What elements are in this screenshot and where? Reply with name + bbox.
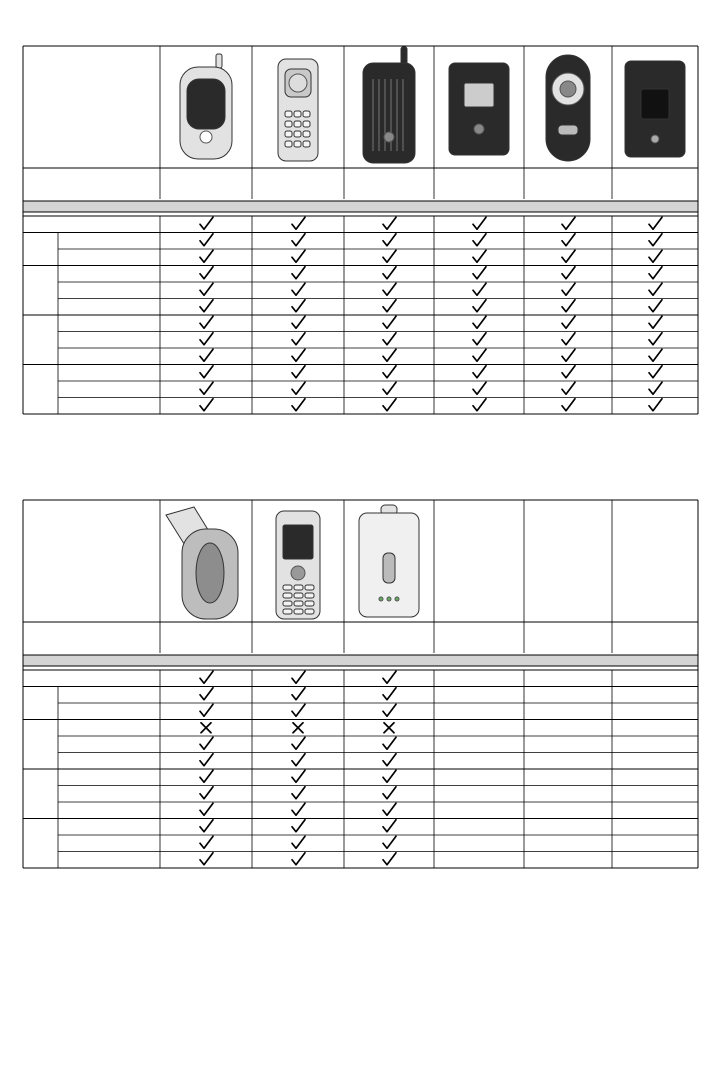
check-icon: [383, 836, 396, 848]
check-icon: [200, 704, 213, 716]
check-icon: [383, 333, 396, 345]
check-icon: [383, 316, 396, 328]
check-icon: [383, 234, 396, 246]
check-icon: [383, 283, 396, 295]
check-icon: [292, 399, 305, 411]
table-row: [58, 736, 698, 753]
check-icon: [292, 366, 305, 378]
check-icon: [473, 300, 486, 312]
check-icon: [562, 283, 575, 295]
check-icon: [292, 688, 305, 700]
check-icon: [200, 267, 213, 279]
check-icon: [473, 283, 486, 295]
check-icon: [200, 316, 213, 328]
check-icon: [200, 217, 213, 229]
table-row: [58, 282, 698, 299]
check-icon: [200, 688, 213, 700]
check-icon: [383, 803, 396, 815]
check-icon: [200, 820, 213, 832]
phone-images-row: [180, 47, 685, 163]
check-icon: [200, 399, 213, 411]
table-row: [58, 381, 698, 398]
check-icon: [200, 349, 213, 361]
check-icon: [292, 787, 305, 799]
table-row: [23, 852, 698, 869]
check-icon: [292, 267, 305, 279]
check-icon: [292, 333, 305, 345]
table-row: [58, 687, 698, 704]
check-icon: [562, 234, 575, 246]
table-row: [23, 398, 698, 415]
table-row: [23, 249, 698, 266]
check-icon: [649, 333, 662, 345]
cross-icon: [293, 723, 303, 733]
phone-candybar-silver-icon: [278, 59, 318, 161]
check-icon: [562, 399, 575, 411]
check-icon: [200, 737, 213, 749]
check-icon: [200, 234, 213, 246]
check-icon: [383, 217, 396, 229]
check-icon: [383, 688, 396, 700]
table-row: [58, 233, 698, 250]
table-row: [23, 670, 698, 687]
table-2: [23, 500, 698, 868]
check-icon: [292, 283, 305, 295]
check-icon: [383, 787, 396, 799]
phone-flip-white-icon: [359, 505, 419, 617]
check-icon: [200, 250, 213, 262]
check-icon: [200, 836, 213, 848]
check-icon: [200, 770, 213, 782]
check-icon: [383, 820, 396, 832]
phone-flip-black-icon: [625, 61, 685, 157]
section-band: [23, 201, 698, 212]
table-row: [58, 720, 698, 737]
check-icon: [292, 770, 305, 782]
check-icon: [383, 737, 396, 749]
table-row: [58, 365, 698, 382]
table-row: [23, 753, 698, 770]
check-icon: [292, 316, 305, 328]
check-icon: [383, 754, 396, 766]
check-icon: [292, 382, 305, 394]
table-row: [23, 216, 698, 233]
check-icon: [562, 333, 575, 345]
check-icon: [383, 349, 396, 361]
check-icon: [473, 250, 486, 262]
table-1: [23, 46, 698, 414]
check-icon: [292, 704, 305, 716]
check-icon: [649, 234, 662, 246]
check-icon: [649, 283, 662, 295]
check-icon: [649, 366, 662, 378]
check-icon: [562, 349, 575, 361]
table-row: [23, 299, 698, 316]
check-icon: [200, 300, 213, 312]
check-icon: [473, 217, 486, 229]
check-icon: [383, 300, 396, 312]
check-icon: [383, 671, 396, 683]
check-icon: [562, 382, 575, 394]
check-icon: [200, 382, 213, 394]
check-icon: [473, 234, 486, 246]
check-icon: [562, 217, 575, 229]
table-row: [23, 703, 698, 720]
check-icon: [562, 366, 575, 378]
check-icon: [292, 217, 305, 229]
check-icon: [200, 366, 213, 378]
check-icon: [562, 316, 575, 328]
check-icon: [292, 803, 305, 815]
table-row: [58, 266, 698, 283]
table-row: [58, 786, 698, 803]
check-icon: [200, 803, 213, 815]
check-icon: [473, 267, 486, 279]
cross-icon: [201, 723, 211, 733]
check-icon: [383, 250, 396, 262]
check-icon: [649, 316, 662, 328]
check-icon: [473, 399, 486, 411]
check-icon: [292, 300, 305, 312]
check-icon: [200, 671, 213, 683]
cross-icon: [384, 723, 394, 733]
table-row: [58, 315, 698, 332]
phone-flip-silver-antenna-icon: [180, 54, 232, 159]
phone-flip-black-antenna-icon: [363, 47, 415, 163]
check-icon: [649, 349, 662, 361]
check-icon: [649, 300, 662, 312]
check-icon: [383, 366, 396, 378]
phone-slider-oval-icon: [546, 55, 590, 161]
check-icon: [200, 853, 213, 865]
check-icon: [292, 737, 305, 749]
check-icon: [292, 250, 305, 262]
section-band: [23, 655, 698, 666]
check-icon: [200, 333, 213, 345]
check-icon: [292, 820, 305, 832]
check-icon: [473, 382, 486, 394]
check-icon: [562, 250, 575, 262]
check-icon: [200, 754, 213, 766]
check-icon: [200, 283, 213, 295]
check-icon: [473, 333, 486, 345]
check-icon: [649, 250, 662, 262]
check-icon: [200, 787, 213, 799]
check-icon: [292, 754, 305, 766]
table-row: [58, 819, 698, 836]
check-icon: [383, 770, 396, 782]
table-row: [23, 348, 698, 365]
check-icon: [383, 704, 396, 716]
phone-flip-razr-icon: [449, 63, 509, 155]
check-icon: [383, 267, 396, 279]
check-icon: [292, 349, 305, 361]
check-icon: [649, 217, 662, 229]
check-icon: [562, 300, 575, 312]
check-icon: [292, 853, 305, 865]
check-icon: [383, 853, 396, 865]
check-icon: [473, 316, 486, 328]
table-row: [58, 835, 698, 852]
check-icon: [292, 671, 305, 683]
check-icon: [292, 836, 305, 848]
table-row: [58, 332, 698, 349]
check-icon: [649, 399, 662, 411]
check-icon: [649, 382, 662, 394]
check-icon: [473, 349, 486, 361]
check-icon: [292, 234, 305, 246]
phone-flip-open-silver-icon: [166, 507, 238, 619]
table-row: [58, 769, 698, 786]
check-icon: [562, 267, 575, 279]
check-icon: [649, 267, 662, 279]
phone-candybar-keypad-icon: [276, 511, 320, 619]
table-row: [23, 802, 698, 819]
check-icon: [473, 366, 486, 378]
check-icon: [383, 399, 396, 411]
phone-images-row: [166, 505, 419, 619]
check-icon: [383, 382, 396, 394]
